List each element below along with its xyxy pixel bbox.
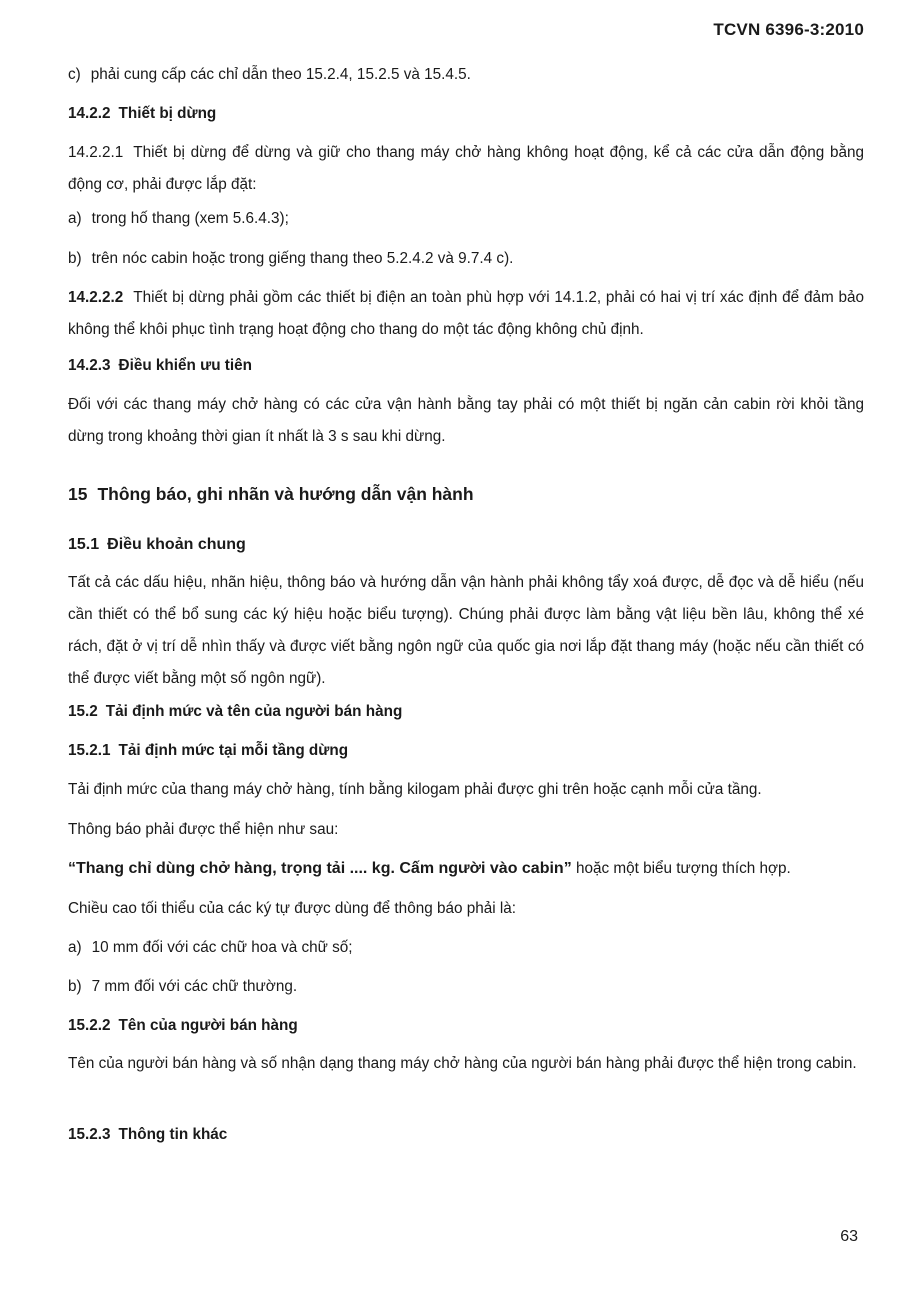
list-item-b (68, 243, 864, 275)
paragraph-15-2-2: Tên của người bán hàng và số nhận dạng thang máy chở hàng của người bán hàng phải được thể hiện trong cabin. (68, 1055, 857, 1072)
heading-14-2-3 (68, 350, 864, 382)
standard-code: TCVN 6396-3:2010 (713, 20, 864, 39)
list-item-a (68, 203, 864, 235)
heading-15-2-1 (68, 735, 864, 767)
list-text: trong hố thang (xem 5.6.4.3); (91, 210, 289, 227)
heading-15-2 (68, 696, 864, 728)
section-title: Thông báo, ghi nhãn và hướng dẫn vận hành (97, 484, 474, 504)
section-number: 15.1 (68, 536, 100, 553)
section-number: 15.2.1 (68, 742, 111, 759)
clause-number: 14.2.2.1 (68, 144, 124, 161)
section-title: Tên của người bán hàng (118, 1017, 298, 1034)
clause-number: 14.2.2.2 (68, 289, 124, 306)
list-text: phải cung cấp các chỉ dẫn theo 15.2.4, 15.2.5 và 15.4.5. (90, 66, 471, 83)
list-marker: b) (68, 250, 82, 267)
section-number: 15.2 (68, 703, 98, 720)
page-number: 63 (840, 1228, 858, 1245)
paragraph-15-2-1-char-height: Chiều cao tối thiểu của các ký tự được dùng để thông báo phải là: (68, 900, 517, 917)
notice-rest: hoặc một biểu tượng thích hợp. (571, 860, 791, 877)
section-number: 15.2.2 (68, 1017, 111, 1034)
heading-15-2-2 (68, 1010, 864, 1042)
notice-text (68, 853, 864, 885)
list-text: 10 mm đối với các chữ hoa và chữ số; (91, 939, 353, 956)
list-marker: a) (68, 210, 82, 227)
list-item-a (68, 932, 864, 964)
notice-bold: “Thang chỉ dùng chở hàng, trọng tải .... kg. Cấm người vào cabin” (68, 860, 572, 877)
section-number: 15 (68, 484, 88, 504)
paragraph-14-2-2-2 (68, 282, 864, 346)
list-marker: a) (68, 939, 82, 956)
list-text: 7 mm đối với các chữ thường. (91, 978, 298, 995)
list-item-b (68, 971, 864, 1003)
section-title: Điều khiển ưu tiên (118, 357, 252, 374)
paragraph-15-2-1-notice-intro: Thông báo phải được thể hiện như sau: (68, 821, 339, 838)
paragraph-14-2-3: Đối với các thang máy chở hàng có các cửa vận hành bằng tay phải có một thiết bị ngăn cản cabin rời khỏi tầng dừng trong khoảng thời gian ít nhất là 3 s sau khi dừng. (68, 396, 864, 445)
section-number: 14.2.3 (68, 357, 111, 374)
section-number: 15.2.3 (68, 1126, 111, 1143)
section-title: Điều khoản chung (107, 536, 246, 553)
list-marker: b) (68, 978, 82, 995)
paragraph-15-2-1-rated-load: Tải định mức của thang máy chở hàng, tính bằng kilogam phải được ghi trên hoặc cạnh mỗi cửa tầng. (68, 781, 762, 798)
section-number: 14.2.2 (68, 105, 111, 122)
clause-text: Thiết bị dừng phải gồm các thiết bị điện an toàn phù hợp với 14.1.2, phải có hai vị trí xác định để đảm bảo không thể khôi phục tình trạng hoạt động cho thang do một tác động không chủ định. (68, 289, 864, 338)
section-title: Tải định mức tại mỗi tầng dừng (118, 742, 349, 759)
paragraph-14-2-2-1 (68, 137, 864, 201)
heading-14-2-2 (68, 98, 864, 130)
paragraph-15-1: Tất cả các dấu hiệu, nhãn hiệu, thông báo và hướng dẫn vận hành phải không tẩy xoá được, dễ đọc và dễ hiểu (nếu cần thiết có thể bổ sung các ký hiệu hoặc biểu tượng). Chúng phải được làm bằng vật liệu bền lâu, không thể xé rách, đặt ở vị trí dễ nhìn thấy và được viết bằng ngôn ngữ của quốc gia nơi lắp đặt thang máy (hoặc nếu cần thiết có thể được viết bằng một số ngôn ngữ). (68, 574, 864, 687)
list-text: trên nóc cabin hoặc trong giếng thang theo 5.2.4.2 và 9.7.4 c). (91, 250, 514, 267)
section-title: Thông tin khác (118, 1126, 228, 1143)
section-title: Thiết bị dừng (118, 105, 217, 122)
section-title: Tải định mức và tên của người bán hàng (105, 703, 403, 720)
list-item-c (68, 59, 864, 91)
list-marker: c) (68, 66, 81, 83)
heading-15 (68, 478, 864, 510)
clause-text: Thiết bị dừng để dừng và giữ cho thang máy chở hàng không hoạt động, kể cả các cửa dẫn động bằng động cơ, phải được lắp đặt: (68, 144, 864, 193)
heading-15-1 (68, 529, 864, 561)
heading-15-2-3 (68, 1119, 864, 1151)
